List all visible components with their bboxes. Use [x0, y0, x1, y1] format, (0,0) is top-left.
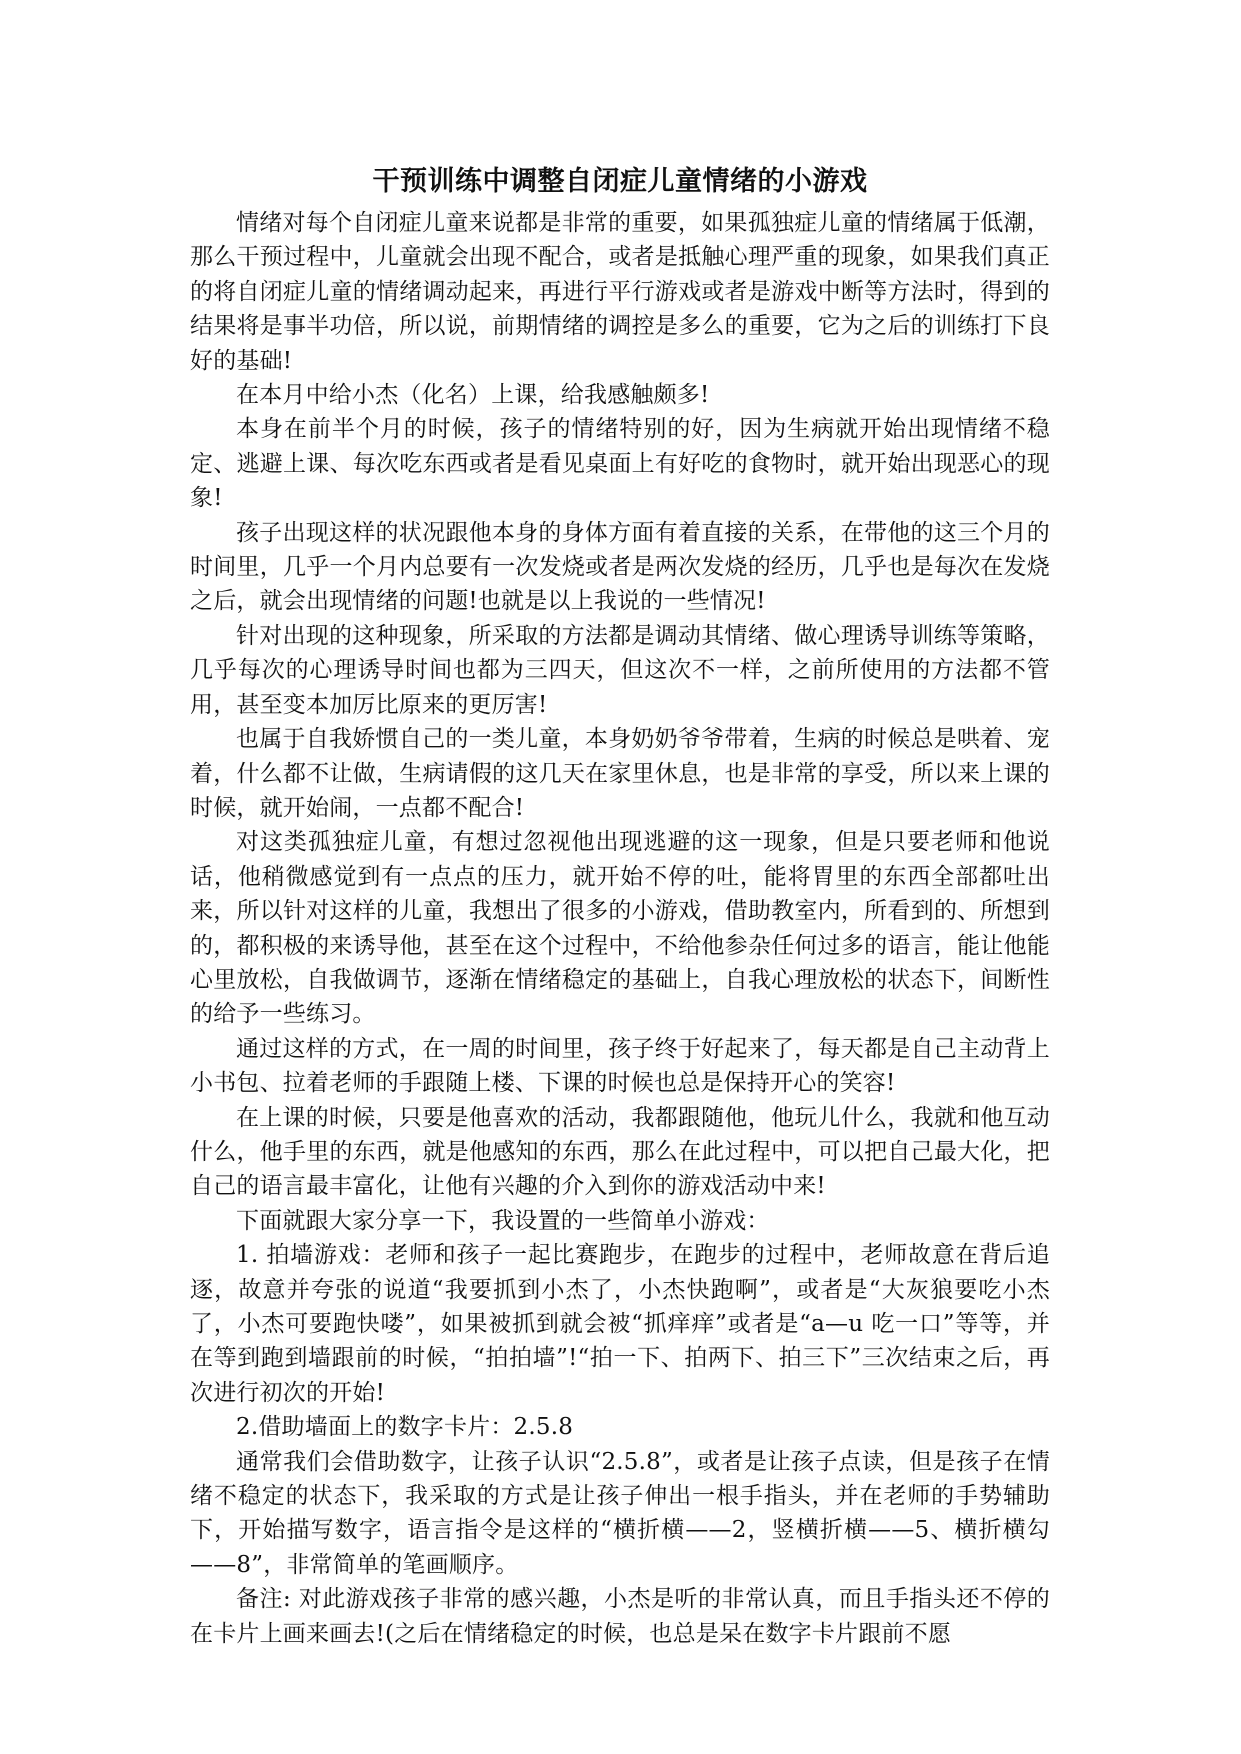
paragraph-intro: 情绪对每个自闭症儿童来说都是非常的重要，如果孤独症儿童的情绪属于低潮，那么干预过程中，儿童就会出现不配合，或者是抵触心理严重的现象，如果我们真正的将自闭症儿童的情绪调动起来，再进行平行游戏或者是游戏中断等方法时，得到的结果将是事半功倍，所以说，前期情绪的调控是多么的重要，它为之后的训练打下良好的基础!	[190, 210, 1050, 374]
document-title: 干预训练中调整自闭症儿童情绪的小游戏	[372, 166, 868, 197]
paragraph-spoiled-child: 也属于自我娇惯自己的一类儿童，本身奶奶爷爷带着，生病的时候总是哄着、宠着，什么都不让做，生病请假的这几天在家里休息，也是非常的享受，所以来上课的时候，就开始闹，一点都不配合!	[190, 726, 1050, 821]
paragraph-strategies: 针对出现的这种现象，所采取的方法都是调动其情绪、做心理诱导训练等策略，几乎每次的心理诱导时间也都为三四天，但这次不一样，之前所使用的方法都不管用，甚至变本加厉比原来的更厉害!	[190, 622, 1050, 718]
paragraph-game-number-cards: 2.借助墙面上的数字卡片：2.5.8	[236, 1414, 574, 1441]
paragraph-share-games: 下面就跟大家分享一下，我设置的一些简单小游戏：	[236, 1207, 770, 1234]
paragraph-first-half-month: 本身在前半个月的时候，孩子的情绪特别的好，因为生病就开始出现情绪不稳定、逃避上课、每次吃东西或者是看见桌面上有好吃的食物时，就开始出现恶心的现象!	[190, 416, 1050, 512]
paragraph-game-wall-clap: 1. 拍墙游戏：老师和孩子一起比赛跑步，在跑步的过程中，老师故意在背后追逐，故意并夸张的说道“我要抓到小杰了，小杰快跑啊”，或者是“大灰狼要吃小杰了，小杰可要跑快喽”，如果被抓到就会被“抓痒痒”或者是“a—u 吃一口”等等，并在等到跑到墙跟前的时候，“拍拍墙”!“拍一下、拍两下、拍三下”三次结束之后，再次进行初次的开始!	[190, 1242, 1050, 1406]
paragraph-follow-child: 在上课的时候，只要是他喜欢的活动，我都跟随他，他玩儿什么，我就和他互动什么，他手里的东西，就是他感知的东西，那么在此过程中，可以把自己最大化，把自己的语言最丰富化，让他有兴趣的介入到你的游戏活动中来!	[190, 1104, 1050, 1200]
paragraph-number-tracing: 通常我们会借助数字，让孩子认识“2.5.8”，或者是让孩子点读，但是孩子在情绪不稳定的状态下，我采取的方式是让孩子伸出一根手指头，并在老师的手势辅助下，开始描写数字，语言指令是这样的“横折横——2，竖横折横——5、横折横勾——8”，非常简单的笔画顺序。	[190, 1448, 1050, 1578]
paragraph-one-week-result: 通过这样的方式，在一周的时间里，孩子终于好起来了，每天都是自己主动背上小书包、拉着老师的手跟随上楼、下课的时候也总是保持开心的笑容!	[190, 1035, 1050, 1097]
document-body	[190, 162, 1050, 1651]
paragraph-small-games-approach: 对这类孤独症儿童，有想过忽视他出现逃避的这一现象，但是只要老师和他说话，他稍微感觉到有一点点的压力，就开始不停的吐，能将胃里的东西全部都吐出来，所以针对这样的儿童，我想出了很多的小游戏，借助教室内，所看到的、所想到的，都积极的来诱导他，甚至在这个过程中，不给他参杂任何过多的语言，能让他能心里放松，自我做调节，逐渐在情绪稳定的基础上，自我心理放松的状态下，间断性的给予一些练习。	[190, 829, 1050, 1028]
paragraph-class-this-month: 在本月中给小杰（化名）上课，给我感触颇多!	[236, 382, 710, 409]
paragraph-health-cause: 孩子出现这样的状况跟他本身的身体方面有着直接的关系，在带他的这三个月的时间里，几乎一个月内总要有一次发烧或者是两次发烧的经历，几乎也是每次在发烧之后，就会出现情绪的问题!也就是以上我说的一些情况!	[190, 519, 1050, 615]
paragraph-note: 备注: 对此游戏孩子非常的感兴趣，小杰是听的非常认真，而且手指头还不停的在卡片上画来画去!(之后在情绪稳定的时候，也总是呆在数字卡片跟前不愿	[190, 1586, 1050, 1647]
